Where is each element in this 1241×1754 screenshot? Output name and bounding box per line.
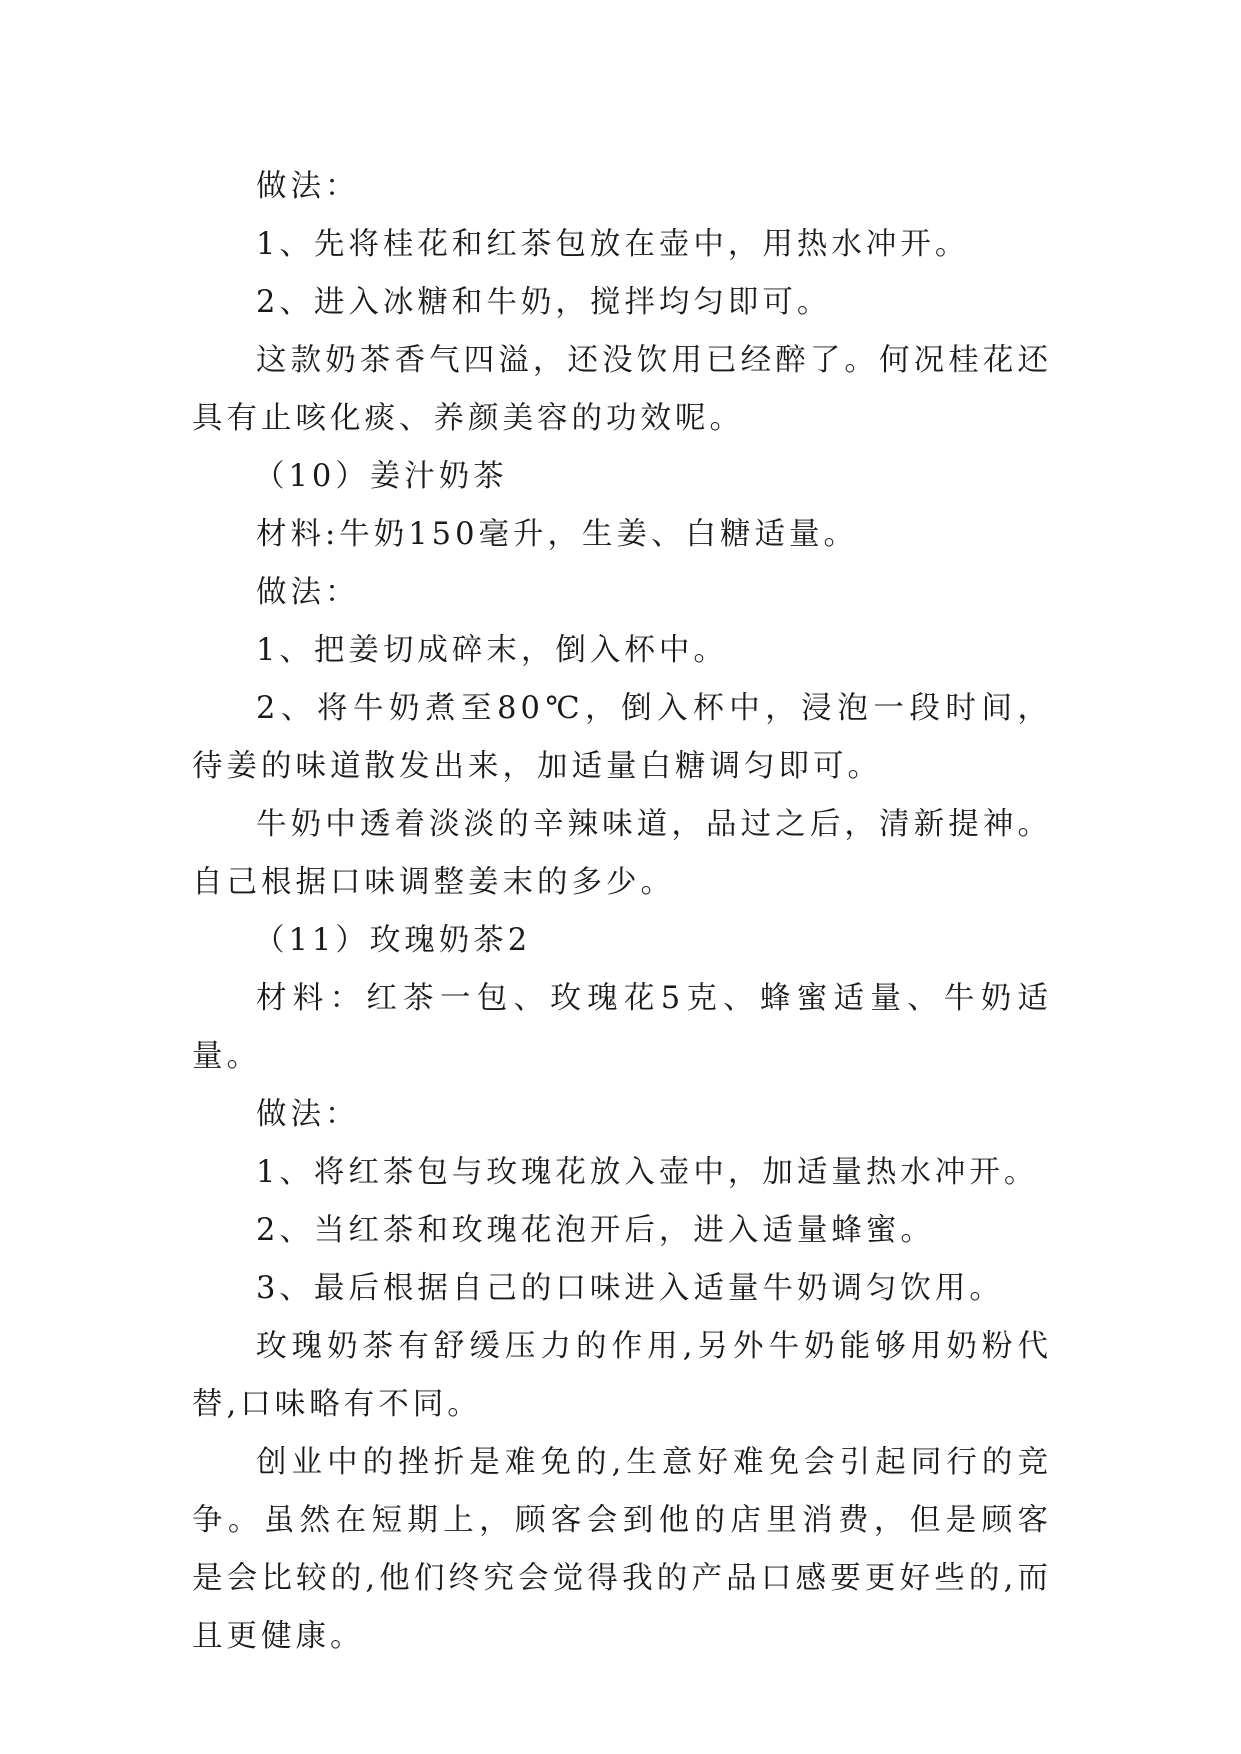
paragraph-business-note: 创业中的挫折是难免的,生意好难免会引起同行的竞争。虽然在短期上，顾客会到他的店里消费，但是顾客是会比较的,他们终究会觉得我的产品口感要更好些的,而且更健康。 xyxy=(192,1445,1052,1654)
paragraph-step-2: 2、当红茶和玫瑰花泡开后，进入适量蜂蜜。 xyxy=(256,1213,935,1248)
paragraph-description: 牛奶中透着淡淡的辛辣味道，品过之后，清新提神。自己根据口味调整姜末的多少。 xyxy=(192,807,1052,900)
section-heading-rose-milk-tea: （11）玫瑰奶茶2 xyxy=(254,923,532,958)
paragraph-step-1: 1、将红茶包与玫瑰花放入壶中，加适量热水冲开。 xyxy=(256,1155,1039,1190)
paragraph-method-label: 做法： xyxy=(256,575,360,610)
section-heading-ginger-milk-tea: （10）姜汁奶茶 xyxy=(254,459,508,494)
paragraph-step-2: 2、进入冰糖和牛奶，搅拌均匀即可。 xyxy=(256,285,832,320)
paragraph-description: 这款奶茶香气四溢，还没饮用已经醉了。何况桂花还具有止咳化痰、养颜美容的功效呢。 xyxy=(192,343,1052,436)
paragraph-description: 玫瑰奶茶有舒缓压力的作用,另外牛奶能够用奶粉代替,口味略有不同。 xyxy=(192,1329,1052,1422)
paragraph-ingredients: 材料:牛奶150毫升，生姜、白糖适量。 xyxy=(256,517,858,552)
paragraph-ingredients: 材料：红茶一包、玫瑰花5克、蜂蜜适量、牛奶适量。 xyxy=(192,981,1052,1074)
paragraph-step-3: 3、最后根据自己的口味进入适量牛奶调匀饮用。 xyxy=(256,1271,1004,1306)
document-body xyxy=(192,158,1052,1666)
paragraph-method-label: 做法： xyxy=(256,169,360,204)
paragraph-method-label: 做法： xyxy=(256,1097,360,1132)
paragraph-step-2: 2、将牛奶煮至80℃，倒入杯中，浸泡一段时间，待姜的味道散发出来，加适量白糖调匀即可。 xyxy=(192,691,1052,784)
paragraph-step-1: 1、把姜切成碎末，倒入杯中。 xyxy=(256,633,728,668)
paragraph-step-1: 1、先将桂花和红茶包放在壶中，用热水冲开。 xyxy=(256,227,970,262)
